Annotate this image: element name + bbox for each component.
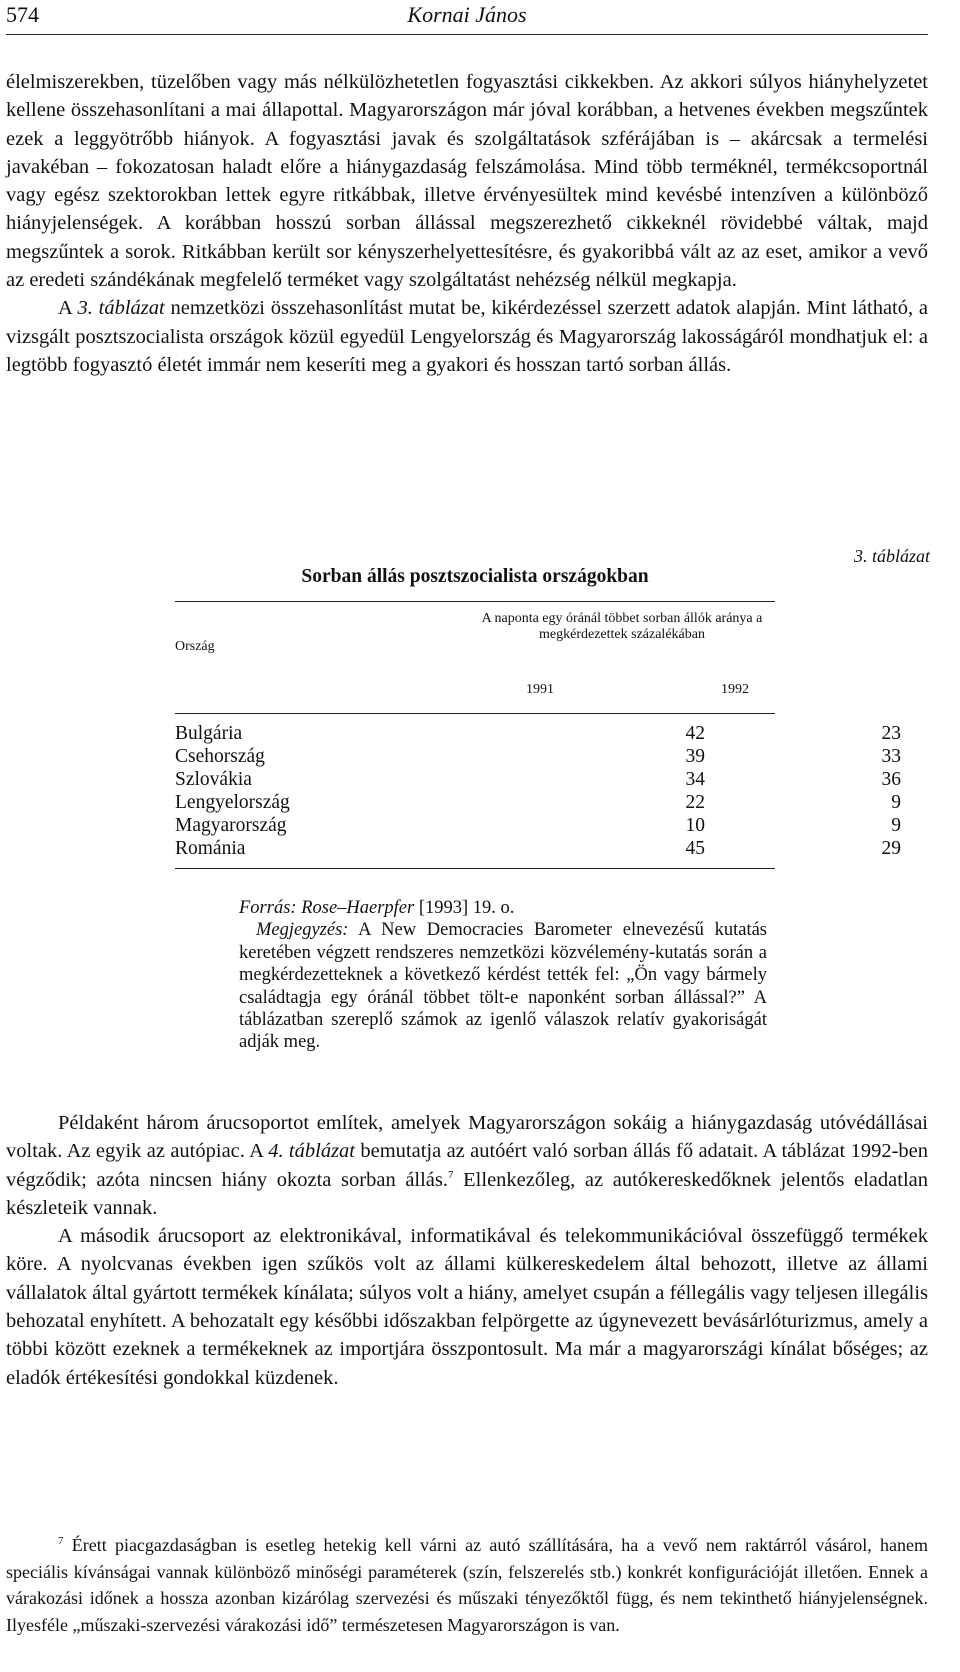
source-reference: [1993] 19. o. [418, 898, 515, 918]
country-cell: Szlovákia [175, 769, 252, 790]
source-label: Forrás: [239, 898, 297, 918]
value-cell-1992: 9 [891, 792, 901, 813]
value-cell-1992: 29 [881, 838, 901, 859]
value-cell-1991: 45 [685, 838, 705, 859]
footnote-number: 7 [58, 1535, 64, 1547]
body-text-lower [6, 1109, 928, 1392]
country-cell: Bulgária [175, 723, 243, 744]
footnote [6, 1532, 928, 1638]
value-cell-1991: 10 [685, 815, 705, 836]
body-text-upper [6, 68, 928, 379]
footnote-text [6, 1532, 928, 1638]
footnote-body: Érett piacgazdaságban is esetleg hetekig kell várni az autó szállítására, ha a vevő nem raktárról vásárol, hanem speciális kívánságai vannak különböző minőségi paraméterek (szín, felszerelés stb.) konkrét konfigurációját illetően. Ennek a várakozási időnek a hossza azonban kizárólag szervezési és műszaki tényezőktől függ, és nem tekinthető hiányjelenségnek. Ilyesféle „műszaki-szervezési várakozási idő” természetesen Magyarországon is van. [6, 1535, 929, 1635]
column-header-year: 1992 [721, 682, 749, 697]
country-cell: Románia [175, 838, 246, 859]
paragraph: A második árucsoport az elektronikával, informatikával és telekommunikációval összefüggő termékek köre. A nyolcvanas években igen szűkös volt az állami külkereskedelem által behozott, illetve az állami vállalatok által gyártott termékek kínálata; súlyos volt a hiány, amelyet csupán a féllegális vagy teljesen illegális behozatal enyhített. A behozatalt egy későbbi időszakban felpörgette az úgynevezett bevásárlóturizmus, amely a többi között ezeknek a termékeknek az importjára összpontosult. Ma már a magyarországi kínálat bőséges; az eladók értékesítési gondokkal küzdenek. [6, 1225, 928, 1389]
text-run: Példaként három árucsoportot említek, amelyek Magyarországon sokáig a hiánygazdaság utóvédállásai voltak. Az egyik az autópiac. A [6, 1112, 928, 1163]
table-reference: 3. táblázat [77, 297, 165, 320]
value-cell-1992: 9 [891, 815, 901, 836]
note-label: Megjegyzés: [256, 920, 349, 941]
table-notes [239, 897, 767, 1054]
column-header-year: 1991 [526, 682, 554, 697]
country-cell: Csehország [175, 746, 265, 767]
source-author: Rose–Haerpfer [301, 898, 415, 918]
country-cell: Magyarország [175, 815, 287, 836]
value-cell-1992: 33 [881, 746, 901, 767]
running-header [6, 0, 928, 35]
column-header-country: Ország [175, 639, 215, 654]
value-cell-1992: 36 [881, 769, 901, 790]
table-number-label: 3. táblázat [853, 546, 930, 566]
note-text: A New Democracies Barometer elnevezésű kutatás keretében végzett rendszeres nemzetközi közvélemény-kutatás során a megkérdezetteknek a következő kérdést tették fel: „Ön vagy bármely családtagja egy óránál többet tölt-e naponként sorban állással?” A táblázatban szereplő számok az igenlő válaszok relatív gyakoriságát adják meg. [239, 920, 767, 1053]
page-number: 574 [6, 2, 39, 27]
footnote-marker: 7 [448, 1168, 454, 1181]
value-cell-1991: 39 [685, 746, 705, 767]
table-top-rule [175, 601, 775, 602]
text-run: Ellenkezőleg, az autókereskedőknek jelentős eladatlan készleteik vannak. [6, 1168, 928, 1219]
table-bottom-rule [175, 868, 775, 869]
paragraph [6, 294, 928, 379]
table-row [175, 745, 901, 768]
running-head-author: Kornai János [407, 2, 527, 27]
table-row [175, 768, 901, 791]
text-run: nemzetközi összehasonlítást mutat be, kikérdezéssel szerzett adatok alapján. Mint látható, a vizsgált posztszocialista országok közül egyedül Lengyelország és Magyarország lakosságáról mondhatjuk el: a legtöbb fogyasztó életét immár nem keseríti meg a gyakori és hosszan tartó sorban állás. [6, 297, 928, 376]
table-row [175, 791, 901, 814]
table-row [175, 722, 901, 745]
text-run: bemutatja az autóért való sorban állás fő adatait. A táblázat 1992-ben végződik; azóta nincsen hiány okozta sorban állás. [6, 1140, 929, 1191]
paragraph: élelmiszerekben, tüzelőben vagy más nélkülözhetetlen fogyasztási cikkekben. Az akkori súlyos hiányhelyzetet kellene összehasonlítani a mai állapottal. Magyarországon már jóval korábban, a hetvenes években megszűntek ezek a leggyötrőbb hiányok. A fogyasztási javak és szolgáltatások szférájában is – akárcsak a termelési javakéban – fokozatosan haladt előre a hiánygazdaság felszámolása. Mind több terméknél, termékcsoportnál vagy egész szektorokban lettek egyre ritkábbak, illetve érvényesültek mind kevésbé intenzíven a különböző hiányjelenségek. A korábban hosszú sorban állással megszerezhető cikkeknél rövidebbé váltak, majd megszűntek a sorok. Ritkábban került sor kényszerhelyettesítésre, és gyakoribbá vált az az eset, amikor a vevő az eredeti szándékának megfelelő terméket vagy szolgáltatást nehézség nélkül megkapja. [6, 71, 928, 292]
table-header-rule [175, 713, 775, 714]
value-cell-1991: 42 [685, 723, 705, 744]
text-run: A [58, 297, 72, 320]
table-title: Sorban állás posztszocialista országokban [301, 566, 649, 587]
value-cell-1992: 23 [881, 723, 901, 744]
table-source [239, 897, 767, 919]
country-cell: Lengyelország [175, 792, 290, 813]
value-cell-1991: 22 [685, 792, 705, 813]
value-cell-1991: 34 [685, 769, 705, 790]
table-row [175, 837, 901, 860]
column-header-share: A naponta egy óránál többet sorban állók aránya a megkérdezettek százalékában [481, 611, 763, 642]
paragraph [6, 1109, 928, 1222]
table-reference: 4. táblázat [268, 1140, 355, 1163]
table-note [239, 919, 767, 1053]
table-row [175, 814, 901, 837]
